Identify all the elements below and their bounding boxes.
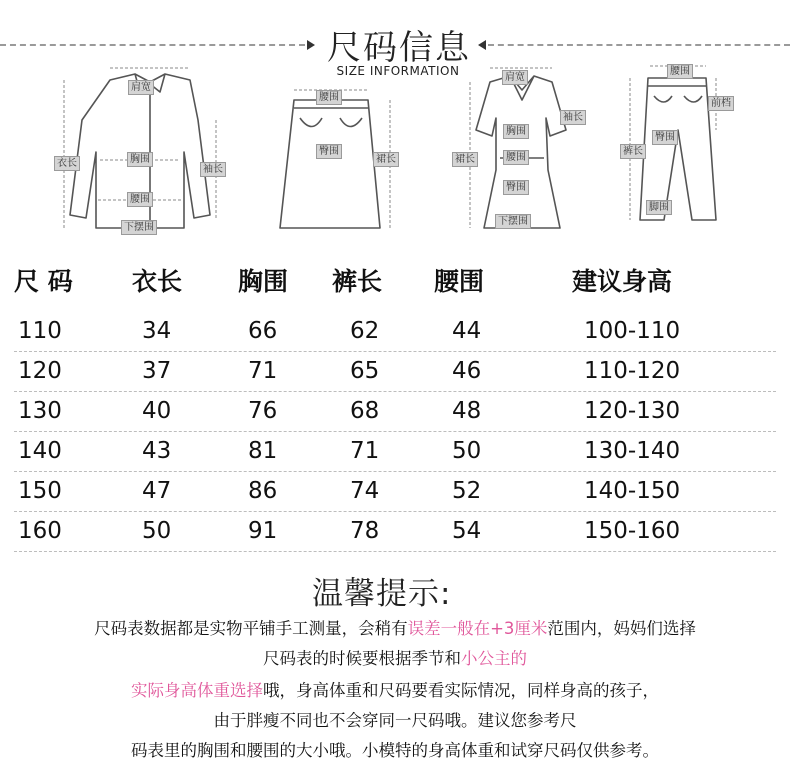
cell-chest: 76 bbox=[248, 398, 278, 424]
tips-line-1-text-b: 范围内，妈妈们选择 bbox=[547, 619, 696, 638]
cell-chest: 66 bbox=[248, 318, 278, 344]
cell-size: 150 bbox=[18, 478, 62, 504]
header-size: 尺 码 bbox=[14, 267, 73, 296]
tips-line-1-highlight: 误差一般在+3厘米 bbox=[407, 619, 548, 638]
cell-chest: 91 bbox=[248, 518, 278, 544]
garment-diagrams bbox=[0, 60, 790, 240]
tips-line-3-highlight: 实际身高体重选择 bbox=[131, 681, 263, 700]
pants-label-hip: 臀围 bbox=[652, 130, 678, 145]
dress-label-sleeve: 袖长 bbox=[560, 110, 586, 125]
dress-label-waist: 腰围 bbox=[503, 150, 529, 165]
skirt-label-waist: 腰围 bbox=[316, 90, 342, 105]
cell-height: 120-130 bbox=[584, 398, 681, 424]
skirt-label-length: 裙长 bbox=[373, 152, 399, 167]
cell-height: 130-140 bbox=[584, 438, 681, 464]
dress-label-chest: 胸围 bbox=[503, 124, 529, 139]
tips-line-5: 码表里的胸围和腰围的大小哦。小模特的身高体重和试穿尺码仅供参考。 bbox=[131, 741, 659, 760]
cell-pants-length: 65 bbox=[350, 358, 380, 384]
header-divider-left bbox=[0, 44, 305, 46]
tips-line-2-text: 尺码表的时候要根据季节和 bbox=[263, 649, 461, 668]
header-height: 建议身高 bbox=[572, 267, 673, 296]
pants-label-length: 裤长 bbox=[620, 144, 646, 159]
cell-chest: 81 bbox=[248, 438, 278, 464]
cell-height: 150-160 bbox=[584, 518, 681, 544]
cell-height: 100-110 bbox=[584, 318, 681, 344]
cell-pants-length: 71 bbox=[350, 438, 380, 464]
cell-pants-length: 74 bbox=[350, 478, 380, 504]
cell-length: 47 bbox=[142, 478, 172, 504]
cell-chest: 71 bbox=[248, 358, 278, 384]
cell-length: 50 bbox=[142, 518, 172, 544]
table-row bbox=[14, 352, 776, 392]
page-title: 尺码信息 bbox=[327, 28, 471, 68]
skirt-label-hip: 臀围 bbox=[316, 144, 342, 159]
cell-waist: 44 bbox=[452, 318, 482, 344]
page-subtitle: SIZE INFORMATION bbox=[336, 64, 460, 78]
header-chest: 胸围 bbox=[238, 267, 289, 296]
cell-waist: 48 bbox=[452, 398, 482, 424]
cell-size: 120 bbox=[18, 358, 62, 384]
dress-label-length: 裙长 bbox=[452, 152, 478, 167]
shirt-label-shoulder: 肩宽 bbox=[128, 80, 154, 95]
cell-size: 140 bbox=[18, 438, 62, 464]
cell-waist: 46 bbox=[452, 358, 482, 384]
tips-line-1-text-a: 尺码表数据都是实物平铺手工测量，会稍有 bbox=[94, 619, 408, 638]
pants-label-ankle: 脚围 bbox=[646, 200, 672, 215]
cell-length: 34 bbox=[142, 318, 172, 344]
cell-waist: 50 bbox=[452, 438, 482, 464]
shirt-label-waist: 腰围 bbox=[127, 192, 153, 207]
tips-line-3-text: 哦，身高体重和尺码要看实际情况，同样身高的孩子， bbox=[263, 681, 659, 700]
cell-height: 110-120 bbox=[584, 358, 681, 384]
table-row bbox=[14, 512, 776, 552]
cell-pants-length: 62 bbox=[350, 318, 380, 344]
header-triangle-left-icon bbox=[307, 40, 315, 50]
table-row bbox=[14, 392, 776, 432]
cell-height: 140-150 bbox=[584, 478, 681, 504]
tips-line-2-highlight: 小公主的 bbox=[461, 649, 527, 668]
header-length: 衣长 bbox=[132, 267, 183, 296]
cell-length: 43 bbox=[142, 438, 172, 464]
cell-waist: 52 bbox=[452, 478, 482, 504]
table-row bbox=[14, 312, 776, 352]
tips-title: 温馨提示: bbox=[312, 576, 452, 612]
header-waist: 腰围 bbox=[434, 267, 485, 296]
cell-length: 37 bbox=[142, 358, 172, 384]
tips-line-2 bbox=[0, 648, 790, 670]
tips-line-1 bbox=[0, 618, 790, 640]
tips-line-3 bbox=[0, 680, 790, 702]
cell-pants-length: 68 bbox=[350, 398, 380, 424]
cell-size: 130 bbox=[18, 398, 62, 424]
table-header-row bbox=[14, 258, 776, 308]
header-triangle-right-icon bbox=[478, 40, 486, 50]
tips-line-4: 由于胖瘦不同也不会穿同一尺码哦。建议您参考尺 bbox=[213, 711, 577, 730]
table-row bbox=[14, 432, 776, 472]
pants-label-waist: 腰围 bbox=[667, 64, 693, 79]
dress-label-hip: 臀围 bbox=[503, 180, 529, 195]
shirt-label-length: 衣长 bbox=[54, 156, 80, 171]
skirt-outline bbox=[280, 100, 380, 228]
cell-chest: 86 bbox=[248, 478, 278, 504]
header-divider-right bbox=[488, 44, 790, 46]
shirt-label-chest: 胸围 bbox=[127, 152, 153, 167]
cell-length: 40 bbox=[142, 398, 172, 424]
cell-pants-length: 78 bbox=[350, 518, 380, 544]
header-pants-length: 裤长 bbox=[332, 267, 383, 296]
cell-waist: 54 bbox=[452, 518, 482, 544]
shirt-label-hem: 下摆围 bbox=[121, 220, 157, 235]
dress-label-hem: 下摆围 bbox=[495, 214, 531, 229]
row-divider bbox=[14, 551, 776, 552]
pants-outline bbox=[640, 78, 716, 220]
cell-size: 160 bbox=[18, 518, 62, 544]
table-row bbox=[14, 472, 776, 512]
shirt-label-sleeve: 袖长 bbox=[200, 162, 226, 177]
pants-label-rise: 前档 bbox=[708, 96, 734, 111]
dress-label-shoulder: 肩宽 bbox=[502, 70, 528, 85]
cell-size: 110 bbox=[18, 318, 62, 344]
